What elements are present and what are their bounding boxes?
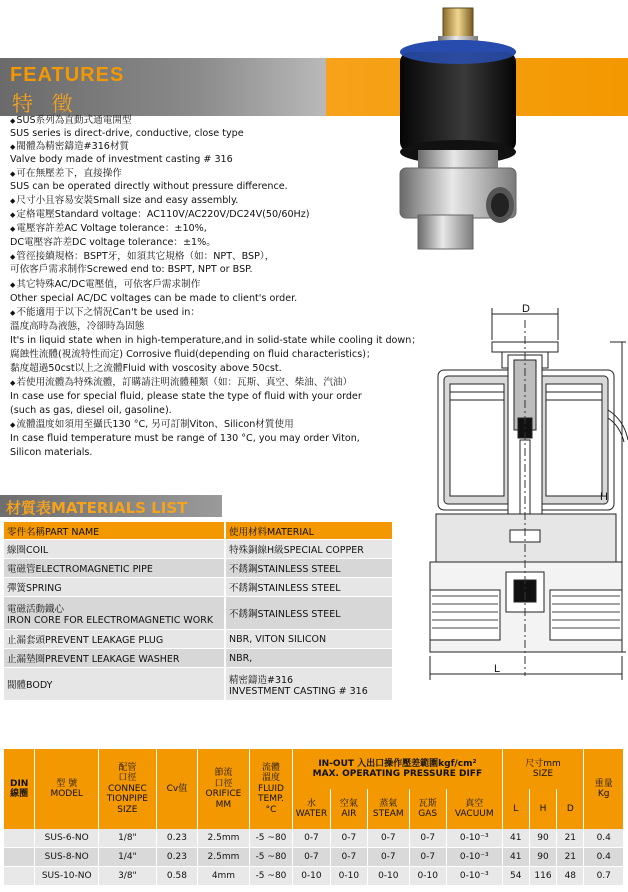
features-title-cn: 特 徵 [12,92,79,116]
header-weight-cn: 重量 [594,778,613,789]
gas-cell: 0-7 [409,829,446,848]
gas-cell: 0-10 [409,867,446,886]
feature-line: ◆ 不能適用于以下之情況Can't be used in： [10,307,200,320]
dimension-label-l: L [494,663,501,675]
feature-line: 溫度高時為液態，冷卻時為固態 [10,321,145,332]
header-temp-cn2: 溫度 [261,773,280,784]
spec-table [4,749,624,886]
spec-header-row [4,749,624,789]
table-row [4,867,624,886]
feature-line: In case use for special fluid, please state the type of fluid with your order [10,391,362,402]
table-row [4,829,624,848]
part-name: 電磁管ELECTROMAGNETIC PIPE [4,559,225,578]
dimension-label-d: D [522,303,530,315]
materials-table [4,522,392,701]
feature-line: ◆ 其它特殊AC/DC電壓值，可依客戶需求制作 [10,279,200,292]
table-row [4,540,392,559]
header-orifice-unit: MM [215,799,232,810]
header-connect [99,749,157,829]
dim-l-cell: 41 [502,829,529,848]
feature-line: In case fluid temperature must be range of 130 °C, you may order Viton, [10,433,360,444]
header-dim-l: L [502,789,529,829]
part-name-en: IRON CORE FOR ELECTROMAGNETIC WORK [7,614,214,626]
part-name: 線圈COIL [4,540,225,559]
dim-d-cell: 48 [557,867,584,886]
steam-cell: 0-7 [368,829,409,848]
header-orifice-en: ORIFICE [205,789,242,799]
orifice-cell: 2.5mm [198,829,250,848]
din-cell [4,867,35,886]
dim-d-cell: 21 [557,848,584,867]
header-vacuum [446,789,502,829]
header-air [330,789,367,829]
feature-line: ◆ 定格電壓Standard voltage：AC110V/AC220V/DC24V(50/60Hz) [10,209,310,222]
header-temp [249,749,292,829]
materials-header-part: 零件名稱PART NAME [4,522,225,540]
model-cell: SUS-8-NO [35,848,99,867]
weight-cell: 0.4 [584,829,624,848]
cv-cell: 0.58 [156,867,197,886]
orifice-cell: 2.5mm [198,848,250,867]
vacuum-cell: 0-10⁻³ [446,867,502,886]
material-cn: 精密鑄造#316 [229,674,294,686]
header-model-cn: 型 號 [56,778,78,789]
dim-l-cell: 54 [502,867,529,886]
feature-line: Silicon materials. [10,447,93,458]
feature-line: Valve body made of investment casting # 316 [10,154,233,165]
air-cell: 0-10 [330,867,367,886]
header-air-cn: 空氣 [339,798,358,809]
header-cv: Cv值 [156,749,197,829]
cv-cell: 0.23 [156,829,197,848]
water-cell: 0-10 [293,867,330,886]
table-row [4,630,392,649]
header-din-cn: 線圈 [10,789,29,799]
header-steam [368,789,409,829]
temp-cell: -5 ~80 [249,867,292,886]
header-temp-en1: FLUID [258,783,284,794]
table-row [4,668,392,701]
connect-cell: 3/8" [99,867,157,886]
header-vacuum-en: VACUUM [454,809,494,819]
part-name-cn: 電磁活動鐵心 [7,603,65,615]
feature-line: ◆ 尺寸小且容易安裝Small size and easy assembly. [10,195,238,208]
connect-cell: 1/4" [99,848,157,867]
header-dim-h: H [529,789,556,829]
weight-cell: 0.7 [584,867,624,886]
header-weight [584,749,624,829]
material: NBR, [225,649,392,668]
header-din-en: DIN [9,778,29,789]
part-name [4,597,225,630]
water-cell: 0-7 [293,848,330,867]
header-temp-cn: 流體 [261,762,280,773]
feature-line: ◆ 管徑接續規格：BSPT牙，如須其它規格（如：NPT、BSP）， [10,251,274,264]
table-row [4,597,392,630]
feature-line: Other special AC/DC voltages can be made to client's order. [10,293,298,304]
valve-cross-section-diagram [410,300,628,680]
vacuum-cell: 0-10⁻³ [446,848,502,867]
table-row [4,848,624,867]
header-size [502,749,584,789]
feature-line: ◆ 可在無壓差下，直接操作 [10,168,122,181]
dimension-label-h: H [600,491,608,503]
materials-header-row [4,522,392,540]
valve-product-image [388,0,528,262]
header-model-en: MODEL [50,789,83,799]
feature-line: ◆ 若使用流體為特殊流體，訂購請注明流體種類（如：瓦斯、真空、柴油、汽油） [10,377,352,390]
feature-line: SUS can be operated directly without pressure difference. [10,181,288,192]
material: 特殊銅線H級SPECIAL COPPER [225,540,392,559]
feature-line: ◆ 閥體為精密鑄造#316材質 [10,141,129,154]
gas-cell: 0-7 [409,848,446,867]
header-size-en: SIZE [532,769,554,779]
features-title: FEATURES [10,64,125,86]
dim-h-cell: 116 [529,867,556,886]
orifice-cell: 4mm [198,867,250,886]
header-vacuum-cn: 真空 [465,798,484,809]
steam-cell: 0-10 [368,867,409,886]
temp-cell: -5 ~80 [249,848,292,867]
header-gas-en: GAS [418,809,438,819]
header-water-cn: 水 [306,798,316,809]
header-size-cn: 尺寸mm [525,758,561,769]
table-row [4,559,392,578]
header-gas [409,789,446,829]
feature-line: 腐蝕性流體(視流特性而定) Corrosive fluid(depending on fluid characteristics)； [10,349,376,360]
header-model [35,749,99,829]
header-connect-en1: CONNEC [107,783,147,794]
model-cell: SUS-10-NO [35,867,99,886]
feature-line: ◆ SUS系列為直動式通電開型 [10,115,132,128]
part-name: 止漏套頭PREVENT LEAKAGE PLUG [4,630,225,649]
dim-l-cell: 41 [502,848,529,867]
header-din [4,749,35,829]
part-name: 止漏墊圈PREVENT LEAKAGE WASHER [4,649,225,668]
feature-line: (such as gas, diesel oil, gasoline). [10,405,172,416]
header-orifice-cn: 節流 [214,768,233,778]
air-cell: 0-7 [330,829,367,848]
weight-cell: 0.4 [584,848,624,867]
feature-line: 黏度超過50cst以上之流體Fluid with voscosity above 50cst. [10,363,282,374]
vacuum-cell: 0-10⁻³ [446,829,502,848]
header-orifice-cn2: 口徑 [214,778,233,789]
header-connect-en3: SIZE [117,804,138,815]
material [225,668,392,701]
header-pressure-cn: IN-OUT 入出口操作壓差範圍kgf/cm² [318,758,477,769]
material: NBR, VITON SILICON [225,630,392,649]
dim-h-cell: 90 [529,848,556,867]
header-water-en: WATER [295,809,328,819]
temp-cell: -5 ~80 [249,829,292,848]
feature-line: DC電壓容許差DC voltage tolerance：±1%。 [10,237,216,248]
header-water [293,789,330,829]
feature-line: SUS series is direct-drive, conductive, close type [10,128,244,139]
header-temp-en2: TEMP. [258,794,284,805]
steam-cell: 0-7 [368,848,409,867]
feature-line: ◆ 電壓容許差AC Voltage tolerance：±10%, [10,223,207,236]
dim-h-cell: 90 [529,829,556,848]
header-connect-cn2: 口徑 [118,773,137,784]
header-connect-cn: 配管 [118,762,137,773]
feature-line: 可依客戶需求制作Screwed end to: BSPT, NPT or BSP. [10,264,253,275]
din-cell [4,848,35,867]
header-orifice [198,749,250,829]
header-air-en: AIR [341,809,357,819]
din-cell [4,829,35,848]
material-en: INVESTMENT CASTING # 316 [229,685,368,697]
header-weight-unit: Kg [597,789,610,799]
water-cell: 0-7 [293,829,330,848]
header-pressure [293,749,502,789]
material: 不銹鋼STAINLESS STEEL [225,597,392,630]
materials-title: 材質表MATERIALS LIST [6,499,188,517]
header-steam-cn: 蒸氣 [379,798,398,809]
air-cell: 0-7 [330,848,367,867]
model-cell: SUS-6-NO [35,829,99,848]
part-name: 閥體BODY [4,668,225,701]
material: 不銹鋼STAINLESS STEEL [225,578,392,597]
feature-line: ◆ 流體溫度如須用至攝氏130 °C, 另可訂制Viton、Silicon材質使用 [10,419,294,432]
dim-d-cell: 21 [557,829,584,848]
header-dim-d: D [557,789,584,829]
header-gas-cn: 瓦斯 [418,798,437,809]
part-name: 彈簧SPRING [4,578,225,597]
connect-cell: 1/8" [99,829,157,848]
feature-line: It's in liquid state when in high-temperature,and in solid-state while cooling it down； [10,335,421,346]
header-connect-en2: TIONPIPE [106,794,148,805]
cv-cell: 0.23 [156,848,197,867]
header-pressure-en: MAX. OPERATING PRESSURE DIFF [312,769,483,779]
materials-header-material: 使用材料MATERIAL [225,522,392,540]
material: 不銹鋼STAINLESS STEEL [225,559,392,578]
table-row [4,649,392,668]
header-temp-unit: °C [265,804,277,815]
table-row [4,578,392,597]
header-steam-en: STEAM [372,809,404,819]
